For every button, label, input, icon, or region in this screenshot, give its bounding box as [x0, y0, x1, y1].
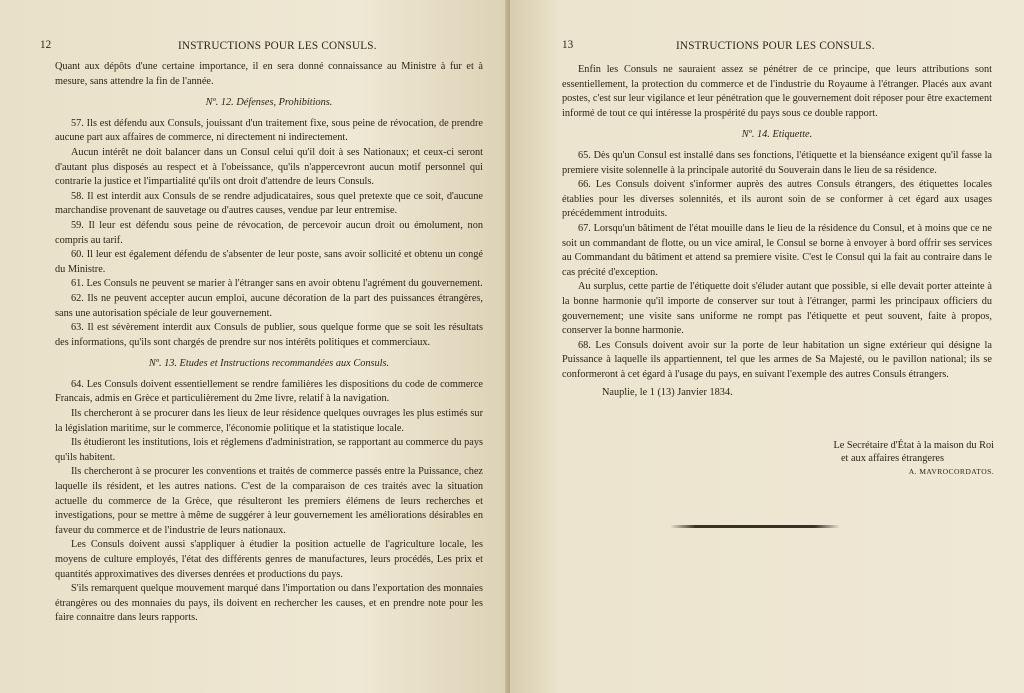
paragraph: Au surplus, cette partie de l'étiquette doit s'éluder autant que possible, si elle devait porter atteinte à la bonne harmonie qu'il importe de conserver sur tout à l'étranger, parmi les principaux officiers du gouvernement; une visite sans uniforme ne rompt pas l'étiquette et peut souvent, faite à propos, conserver la bonne harmonie.	[562, 281, 992, 337]
paragraph: Les Consuls doivent aussi s'appliquer à étudier la position actuelle de l'agriculture locale, les moyens de culture employés, l'état des différents genres de manufactures, leurs procédés, Les prix et quantités approximatives des diverses denrées et productions du pays.	[55, 539, 483, 580]
article-62: 62. Ils ne peuvent accepter aucun emploi, aucune décoration de la part des puissances étrangères, sans une autorisation spéciale de leur gouvernement.	[55, 292, 483, 319]
left-page-text	[55, 60, 483, 626]
date-line: Nauplie, le 1 (13) Janvier 1834.	[602, 387, 733, 399]
signature-block	[734, 439, 994, 478]
section-heading: Nº. 14. Etiquette.	[741, 129, 813, 141]
signature-title: Le Secrétaire d'État à la maison du Roi	[833, 440, 994, 451]
right-page-text	[562, 63, 992, 401]
paragraph: Aucun intérêt ne doit balancer dans un Consul celui qu'il doit à ses Nationaux; et ceux-ci seront d'autant plus disposés au respect et à l'obeissance, qu'ils n'appercevront aucun motif personnel qui contrarie la justice et l'impartialité qu'ils ont droit d'attendre de leurs Consuls.	[55, 146, 483, 188]
article-64: 64. Les Consuls doivent essentiellement se rendre familières les dispositions du code de commerce Francais, admis en Grèce et particulièrement du 2me livre, relatif à la navigation.	[55, 378, 483, 405]
paragraph: Ils chercheront à se procurer les conventions et traités de commerce passés entre la Puissance, chez laquelle ils résident, et les autres nations. C'est de la comparaison de ces traités avec la situation actuelle du commerce de la Grèce, que résulteront les premiers élémens de leurs recherches et investigations, pour se mettre à même de suggérer à leur gouvernement les améliorations désirables en faveur du commerce et de l'industrie de leurs nationaux.	[55, 466, 483, 536]
page-number: 13	[562, 39, 574, 51]
paragraph: Enfin les Consuls ne sauraient assez se pénétrer de ce principe, que leurs attributions sont essentiellement, la protection du commerce et de l'industrie du Royaume à l'étranger. Placés aux avant postes, c'est sur leur vigilance et leur pénétration que le gouvernement doit réposer pour être exactement informé de tout ce qui intéresse la prospérité du pays sous ce double rapport.	[562, 64, 992, 119]
article-58: 58. Il est interdit aux Consuls de se rendre adjudicataires, sous quel pretexte que ce soit, d'aucune marchandise provenant de sauvetage ou d'autres causes, vendue par leur entremise.	[55, 190, 483, 217]
article-68: 68. Les Consuls doivent avoir sur la porte de leur habitation un signe extérieur qui désigne la Puissance à laquelle ils appartiennent, tel que les armes de Sa Majesté, ou le pavillon national; ils se conformeront à cet égard à l'usage du pays, en suivant l'exemple des autres Consuls étrangers.	[562, 339, 992, 380]
article-60: 60. Il leur est également défendu de s'absenter de leur poste, sans avoir sollicité et obtenu un congé du Ministre.	[55, 249, 483, 275]
article-61: 61. Les Consuls ne peuvent se marier à l'étranger sans en avoir obtenu l'agrément du gouvernement.	[71, 278, 483, 290]
running-head: INSTRUCTIONS POUR LES CONSULS.	[676, 40, 875, 52]
section-heading: Nº. 13. Etudes et Instructions recommandées aux Consuls.	[148, 358, 390, 370]
article-67: 67. Lorsqu'un bâtiment de l'état mouille dans le lieu de la résidence du Consul, et à moins que ce ne soit un commandant de flotte, ou un vice amiral, le Consul se borne à envoyer à bord offrir ses services au Commandant du bâtiment et attend sa premiere visite. C'est le Consul qui la fait au contraire dans le cas précité d'exception.	[562, 222, 992, 278]
left-page	[0, 0, 508, 693]
article-59: 59. Il leur est défendu sous peine de révocation, de percevoir aucun droit ou émolument, non compris au tarif.	[55, 219, 483, 246]
right-page	[510, 0, 1024, 693]
article-63: 63. Il est sévèrement interdit aux Consuls de publier, sous quelque forme que se soit les résultats des informations, qu'ils sont chargés de prendre sur nos intérêts politiques et commerciaux.	[55, 322, 483, 348]
paragraph: Ils étudieront les institutions, lois et réglemens d'administration, se rapportant au commerce du pays qu'ils habitent.	[55, 437, 483, 463]
article-57: 57. Ils est défendu aux Consuls, jouissant d'un traitement fixe, sous peine de révocation, de prendre aucune part aux affaires de commerce, ni directement ni indirectement.	[55, 117, 483, 144]
running-head: INSTRUCTIONS POUR LES CONSULS.	[178, 40, 377, 52]
end-rule	[670, 525, 840, 528]
signature-name: A. MAVROCORDATOS.	[908, 467, 994, 476]
article-66: 66. Les Consuls doivent s'informer auprès des autres Consuls étrangers, des étiquettes locales établies pour les diverses solennités, et ils auront soin de se conformer à cet égard aux usages précédemment introduits.	[562, 179, 992, 220]
signature-subtitle: et aux affaires étrangeres	[840, 453, 944, 464]
paragraph: Quant aux dépôts d'une certaine importance, il en sera donné connaissance au Ministre à fur et à mesure, sans attendre la fin de l'année.	[55, 61, 483, 87]
page-number: 12	[40, 39, 52, 51]
article-65: 65. Dès qu'un Consul est installé dans ses fonctions, l'étiquette et la bienséance exigent qu'il fasse la premiere visite solennelle à la principale autorité du Souverain dans le lieu de sa résidence.	[562, 149, 992, 176]
paragraph: S'ils remarquent quelque mouvement marqué dans l'importation ou dans l'exportation des monnaies étrangères ou des monnaies du pays, ils doivent en rechercher les causes, et en prendre note pour les faire connaitre dans leurs rapports.	[55, 583, 483, 624]
paragraph: Ils chercheront à se procurer dans les lieux de leur résidence quelques ouvrages les plus estimés sur la législation maritime, sur le commerce, l'économie politique et la statistique locale.	[55, 408, 483, 434]
section-heading: Nº. 12. Défenses, Prohibitions.	[205, 97, 333, 109]
